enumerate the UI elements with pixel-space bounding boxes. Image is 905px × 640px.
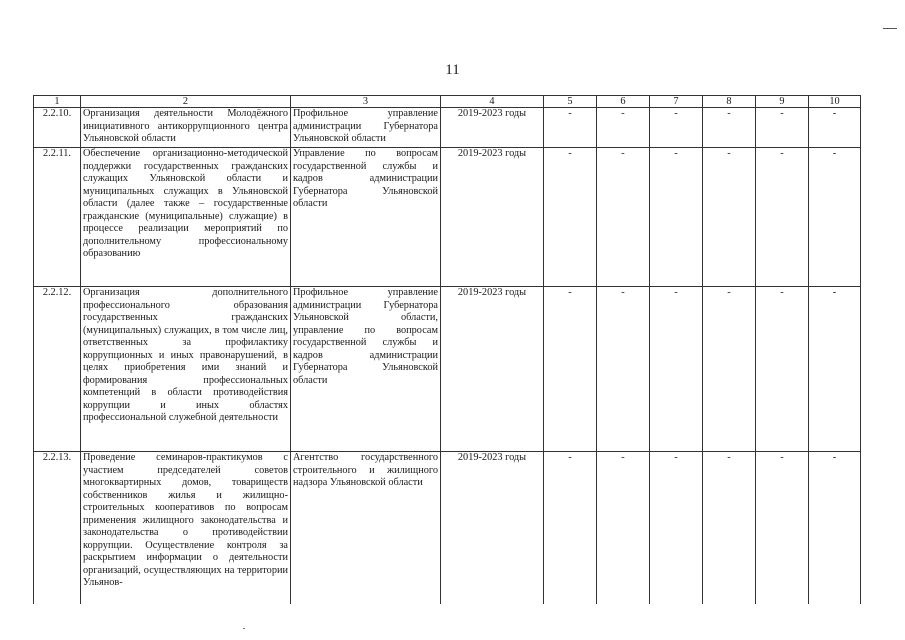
column-number: 5 (544, 96, 597, 108)
value-cell: - (809, 287, 861, 452)
activity-cell: Обеспечение организационно-методической поддержки государственных гражданских служащих Ульяновской области и муниципальных служащих в Ульяновской области (далее также – государственные гражданские (муниципальные) служащие) в процессе реализации мероприятий по дополнительному профессиональному образованию (81, 148, 291, 287)
activity-cell: Организация деятельности Молодёжного инициативного антикоррупционного центра Ульяновской области (81, 108, 291, 148)
table-row (34, 287, 861, 452)
responsible-cell: Управление по вопросам государственной службы и кадров администрации Губернатора Ульяновской области (291, 148, 441, 287)
period-cell: 2019-2023 годы (441, 108, 544, 148)
table-row (34, 452, 861, 604)
column-number: 2 (81, 96, 291, 108)
value-cell: - (544, 108, 597, 148)
column-number: 9 (756, 96, 809, 108)
value-cell: - (544, 287, 597, 452)
period-cell: 2019-2023 годы (441, 148, 544, 287)
measures-table (33, 95, 861, 604)
responsible-cell: Агентство государственного строительного и жилищного надзора Ульяновской области (291, 452, 441, 604)
column-number-row (34, 96, 861, 108)
column-number: 4 (441, 96, 544, 108)
activity-cell: Организация дополнительного профессионального образования государственных гражданских (муниципальных) служащих, в том числе лиц, ответственных за профилактику коррупционных и иных правонарушений, в целях приобретения ими знаний и формирования профессиональных компетенций в области противодействия коррупции и иных областях профессиональной служебной деятельности (81, 287, 291, 452)
period-cell: 2019-2023 годы (441, 452, 544, 604)
value-cell: - (597, 108, 650, 148)
value-cell: - (544, 148, 597, 287)
table-row (34, 108, 861, 148)
column-number: 6 (597, 96, 650, 108)
responsible-cell: Профильное управление администрации Губернатора Ульяновской области (291, 108, 441, 148)
value-cell: - (756, 148, 809, 287)
table-row (34, 148, 861, 287)
value-cell: - (597, 148, 650, 287)
value-cell: - (597, 287, 650, 452)
page-number: 11 (445, 62, 460, 78)
value-cell: - (544, 452, 597, 604)
activity-cell: Проведение семинаров-практикумов с участием председателей советов многоквартирных домов, товариществ собственников жилья и жилищно-строительных кооперативов по вопросам применения жилищного законодательства и законодательства о противодействии коррупции. Осуществление контроля за раскрытием информации о деятельности организаций, осуществляющих на территории Ульянов- (81, 452, 291, 604)
value-cell: - (650, 108, 703, 148)
column-number: 3 (291, 96, 441, 108)
column-number: 1 (34, 96, 81, 108)
value-cell: - (703, 287, 756, 452)
period-cell: 2019-2023 годы (441, 287, 544, 452)
item-number: 2.2.12. (34, 287, 81, 452)
value-cell: - (703, 148, 756, 287)
value-cell: - (809, 148, 861, 287)
value-cell: - (650, 452, 703, 604)
item-number: 2.2.11. (34, 148, 81, 287)
value-cell: - (756, 108, 809, 148)
item-number: 2.2.10. (34, 108, 81, 148)
value-cell: - (756, 452, 809, 604)
value-cell: - (809, 452, 861, 604)
scan-speck (243, 628, 245, 629)
scan-mark (883, 28, 897, 29)
value-cell: - (650, 287, 703, 452)
value-cell: - (650, 148, 703, 287)
item-number: 2.2.13. (34, 452, 81, 604)
value-cell: - (703, 452, 756, 604)
column-number: 10 (809, 96, 861, 108)
responsible-cell: Профильное управление администрации Губернатора Ульяновской области, управление по вопросам государственной службы и кадров администрации Губернатора Ульяновской области (291, 287, 441, 452)
value-cell: - (703, 108, 756, 148)
value-cell: - (756, 287, 809, 452)
value-cell: - (597, 452, 650, 604)
column-number: 8 (703, 96, 756, 108)
value-cell: - (809, 108, 861, 148)
column-number: 7 (650, 96, 703, 108)
